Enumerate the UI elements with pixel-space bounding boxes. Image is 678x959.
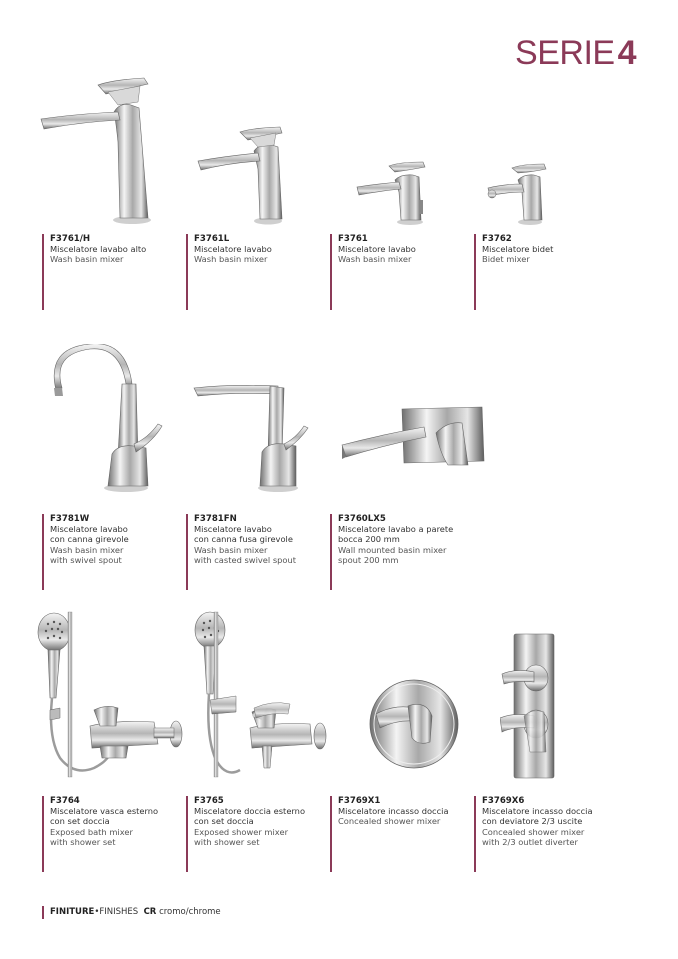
product-code: F3761L [194, 234, 230, 244]
product-name-it: Miscelatore bidet [482, 244, 554, 255]
product-caption [186, 234, 314, 310]
finishes-label-en: FINISHES [99, 907, 139, 917]
small-basin-mixer-icon [355, 160, 435, 227]
product-name-it: Miscelatore lavabo alto [50, 244, 147, 255]
product-code: F3765 [194, 796, 224, 806]
product-name-en: Concealed shower mixer [338, 816, 441, 827]
product-caption [474, 234, 602, 310]
product-code: F3769X6 [482, 796, 525, 806]
product-name-it: Miscelatore lavabo a parete bocca 200 mm [338, 524, 454, 545]
shower-mixer-shower-set-icon [192, 608, 332, 780]
finish-code: CR [143, 907, 157, 917]
product-name-it: Miscelatore incasso doccia con deviatore 2/3 uscite [482, 806, 593, 827]
product-code: F3769X1 [338, 796, 381, 806]
product-code: F3761/H [50, 234, 91, 244]
concealed-diverter-mixer-icon [500, 632, 560, 780]
product-name-it: Miscelatore incasso doccia [338, 806, 449, 817]
series-word: SERIE [515, 34, 615, 72]
product-name-en: Concealed shower mixer with 2/3 outlet diverter [482, 826, 585, 847]
product-code: F3764 [50, 796, 80, 806]
product-code: F3762 [482, 234, 512, 244]
tall-basin-mixer-icon [36, 72, 161, 227]
casted-swivel-mixer-icon [192, 382, 310, 494]
bidet-mixer-icon [484, 162, 556, 227]
product-name-it: Miscelatore lavabo con canna girevole [50, 524, 129, 545]
product-name-en: Wash basin mixer with swivel spout [50, 544, 124, 565]
wall-basin-mixer-icon [340, 405, 486, 467]
product-name-it: Miscelatore doccia esterno con set doccia [194, 806, 306, 827]
series-number: 4 [617, 34, 636, 72]
product-name-en: Exposed bath mixer with shower set [50, 826, 133, 847]
product-name-it: Miscelatore vasca esterno con set doccia [50, 806, 159, 827]
product-name-en: Wash basin mixer [50, 254, 124, 265]
product-code: F3781FN [194, 514, 237, 524]
product-caption [474, 796, 602, 872]
concealed-shower-mixer-icon [368, 676, 460, 772]
finishes-footer [42, 906, 221, 919]
bath-mixer-shower-set-icon [34, 608, 184, 780]
product-name-en: Wash basin mixer [338, 254, 412, 265]
product-caption [330, 796, 458, 872]
finish-name: cromo/chrome [159, 907, 221, 917]
product-caption [330, 514, 470, 590]
product-name-it: Miscelatore lavabo [338, 244, 416, 255]
product-code: F3781W [50, 514, 90, 524]
product-caption [186, 514, 314, 590]
product-caption [186, 796, 314, 872]
product-code: F3760LX5 [338, 514, 386, 524]
basin-mixer-icon [196, 125, 296, 227]
product-code: F3761 [338, 234, 368, 244]
product-name-en: Wall mounted basin mixer spout 200 mm [338, 544, 447, 565]
finishes-separator: • [94, 907, 100, 917]
product-name-it: Miscelatore lavabo [194, 244, 272, 255]
finishes-label-it: FINITURE [50, 907, 95, 917]
product-caption [42, 234, 170, 310]
product-caption [42, 514, 170, 590]
series-title [515, 34, 636, 73]
product-name-en: Bidet mixer [482, 254, 530, 265]
product-name-en: Exposed shower mixer with shower set [194, 826, 288, 847]
product-caption [42, 796, 170, 872]
product-name-en: Wash basin mixer with casted swivel spout [194, 544, 297, 565]
product-name-it: Miscelatore lavabo con canna fusa girevole [194, 524, 293, 545]
swivel-basin-mixer-icon [50, 344, 165, 494]
product-caption [330, 234, 458, 310]
product-name-en: Wash basin mixer [194, 254, 268, 265]
